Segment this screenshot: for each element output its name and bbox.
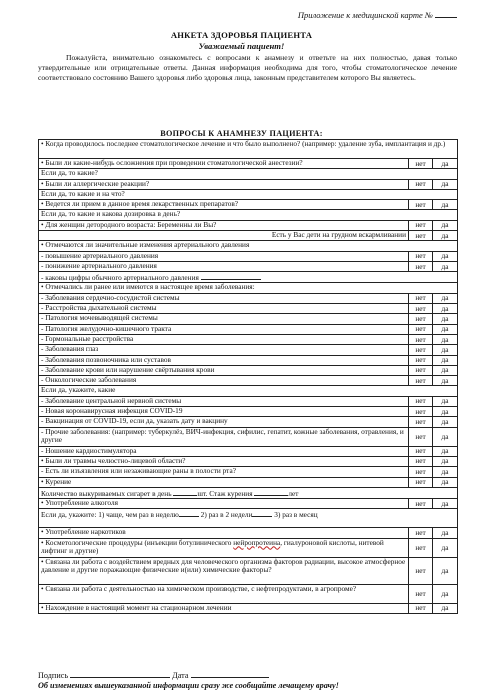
table-row [39,417,458,427]
answer-yes[interactable]: да [433,467,458,477]
document-title: АНКЕТА ЗДОРОВЬЯ ПАЦИЕНТА [170,30,313,40]
question-text: - каковы цифры обычного артериального давления [39,272,458,283]
table-row [39,200,458,210]
question-text: • Когда проводилось последнее стоматологическое лечение и что было выполнено? (например: удаление зуба, имплантация и др.) [39,140,458,159]
answer-yes[interactable]: да [433,314,458,324]
question-text: Если да, то какие и какова дозировка в день? [39,210,458,220]
question-text: Количество выкуриваемых сигарет в день шт. Стаж курения лет [39,487,458,498]
question-text: • Употребление алкоголя [39,499,409,509]
section-title: ВОПРОСЫ К АНАМНЕЗУ ПАЦИЕНТА: [160,129,323,138]
footer-notice: Об изменениях вышеуказанной информации сразу же сообщайте лечащему врачу! [38,681,339,690]
question-text: - Расстройства дыхательной системы [39,304,409,314]
question-text: - Новая коронавирусная инфекция COVID-19 [39,407,409,417]
answer-yes[interactable]: да [433,355,458,365]
question-text: Если да, то какие? [39,169,458,179]
question-text: • Отмечаются ли значительные изменения артериального давления [39,241,458,251]
answer-yes[interactable]: да [433,427,458,446]
question-text: - Заболевания глаз [39,345,409,355]
question-text: - Есть ли изъязвления или незаживающие раны в полости рта? [39,467,409,477]
answer-yes[interactable]: да [433,603,458,613]
answer-yes[interactable]: да [433,407,458,417]
answer-yes[interactable]: да [433,528,458,538]
table-row [39,538,458,557]
question-text: - Заболевания позвоночника или суставов [39,355,409,365]
table-row [39,304,458,314]
answer-no[interactable]: нет [409,345,433,355]
appendix-note: Приложение к медицинской карте № [298,10,457,20]
table-row [39,467,458,477]
answer-no[interactable]: нет [409,538,433,557]
answer-yes[interactable]: да [433,220,458,230]
question-text: • Нахождение в настоящий момент на стационарном лечении [39,603,409,613]
question-text: • Были ли какие-нибудь осложнения при проведении стоматологической анестезии? [39,159,409,169]
answer-yes[interactable]: да [433,324,458,334]
question-text: • Были ли травмы челюстно-лицевой области? [39,456,409,466]
table-row [39,272,458,283]
table-row [39,231,458,241]
question-text: • Косметологические процедуры (инъекции ботулинического нейропротеина, гиалуроновой кислоты, нитевой лифтинг и другие) [39,538,409,557]
answer-yes[interactable]: да [433,417,458,427]
question-text: • Курение [39,477,409,487]
table-row [39,334,458,344]
table-row [39,557,458,584]
answer-no[interactable]: нет [409,528,433,538]
table-row [39,603,458,613]
answer-yes[interactable]: да [433,159,458,169]
question-text: - Прочие заболевания: (например: туберкулёз, ВИЧ-инфекция, сифилис, гепатит, кожные заболевания, отравления, и другие [39,427,409,446]
table-row [39,509,458,528]
answer-no[interactable]: нет [409,179,433,189]
table-row [39,528,458,538]
answer-no[interactable]: нет [409,427,433,446]
table-row [39,283,458,293]
question-text: - Патология мочевыводящей системы [39,314,409,324]
answer-no[interactable]: нет [409,304,433,314]
table-row [39,324,458,334]
answer-no[interactable]: нет [409,467,433,477]
answer-no[interactable]: нет [409,355,433,365]
question-text: - Заболевание центральной нервной системы [39,396,409,406]
question-text: • Для женщин детородного возраста: Беременны ли Вы? [39,220,409,230]
answer-yes[interactable]: да [433,200,458,210]
table-row [39,241,458,251]
table-row [39,407,458,417]
answer-no[interactable]: нет [409,293,433,303]
table-row [39,584,458,603]
question-text: - Ношение кардиостимулятора [39,446,409,456]
question-text: • Отмечались ли ранее или имеются в настоящее время заболевания: [39,283,458,293]
answer-yes[interactable]: да [433,261,458,271]
table-row [39,456,458,466]
answer-no[interactable]: нет [409,499,433,509]
question-text: Есть у Вас дети на грудном вскармливании [39,231,409,241]
answer-no[interactable]: нет [409,417,433,427]
intro-paragraph: Пожалуйста, внимательно ознакомьтесь с вопросами к анамнезу и ответьте на них полностью, давая только утвердительные или отрицательные ответы. Данная информация необходима для того, чтобы стоматологическое лечение соответствовало состоянию Вашего здоровья либо здоровья лица, законным представителем которого Вы являетесь. [38,53,457,82]
question-text: - Патология желудочно-кишечного тракта [39,324,409,334]
answer-no[interactable]: нет [409,200,433,210]
question-text: - Вакцинация от COVID-19, если да, указать дату и вакцину [39,417,409,427]
answer-yes[interactable]: да [433,557,458,584]
question-text: • Связана ли работа с воздействием вредных для человеческого организма факторов радиации, высокое атмосферное давление и другие поражающие физические и(или) химические факторы? [39,557,409,584]
answer-yes[interactable]: да [433,334,458,344]
question-text: - понижение артериального давления [39,261,409,271]
answer-yes[interactable]: да [433,499,458,509]
answer-no[interactable]: нет [409,251,433,261]
answer-yes[interactable]: да [433,477,458,487]
question-text: • Употребление наркотиков [39,528,409,538]
signature-field[interactable] [70,670,170,678]
answer-no[interactable]: нет [409,557,433,584]
table-row [39,386,458,396]
answer-yes[interactable]: да [433,365,458,375]
table-row [39,293,458,303]
question-text: Если да, укажите: 1) чаще, чем раз в неделю 2) раз в 2 недели 3) раз в месяц [39,509,458,528]
question-text: Если да, то какие и на что? [39,189,458,199]
answer-no[interactable]: нет [409,396,433,406]
answer-no[interactable]: нет [409,220,433,230]
table-row [39,169,458,179]
table-row [39,159,458,169]
question-text: - Заболевание крови или нарушение свёртывания крови [39,365,409,375]
table-row [39,179,458,189]
question-text: Если да, укажите, какие [39,386,458,396]
table-row [39,396,458,406]
question-text: - Гормональные расстройства [39,334,409,344]
answer-yes[interactable]: да [433,396,458,406]
table-row [39,499,458,509]
table-row [39,376,458,386]
answer-no[interactable]: нет [409,261,433,271]
answer-no[interactable]: нет [409,584,433,603]
question-text: - Заболевания сердечно-сосудистой системы [39,293,409,303]
answer-no[interactable]: нет [409,314,433,324]
table-row [39,220,458,230]
table-row [39,365,458,375]
answer-yes[interactable]: да [433,304,458,314]
table-row [39,355,458,365]
answer-no[interactable]: нет [409,456,433,466]
answer-no[interactable]: нет [409,159,433,169]
table-row [39,189,458,199]
answer-no[interactable]: нет [409,477,433,487]
answer-yes[interactable]: да [433,231,458,241]
answer-no[interactable]: нет [409,334,433,344]
question-text: • Связана ли работа с деятельностью на химическом производстве, с нефтепродуктами, в агропроме? [39,584,409,603]
answer-yes[interactable]: да [433,584,458,603]
answer-no[interactable]: нет [409,407,433,417]
table-row [39,140,458,159]
answer-yes[interactable]: да [433,376,458,386]
answer-yes[interactable]: да [433,446,458,456]
table-row [39,345,458,355]
table-row [39,446,458,456]
table-row [39,314,458,324]
answer-yes[interactable]: да [433,345,458,355]
answer-no[interactable]: нет [409,603,433,613]
answer-yes[interactable]: да [433,179,458,189]
answer-yes[interactable]: да [433,538,458,557]
table-row [39,487,458,498]
questions-table [38,139,458,614]
question-text: • Были ли аллергические реакции? [39,179,409,189]
answer-yes[interactable]: да [433,456,458,466]
answer-no[interactable]: нет [409,365,433,375]
question-text: - повышение артериального давления [39,251,409,261]
answer-yes[interactable]: да [433,251,458,261]
question-text: - Онкологические заболевания [39,376,409,386]
answer-no[interactable]: нет [409,376,433,386]
answer-yes[interactable]: да [433,293,458,303]
answer-no[interactable]: нет [409,231,433,241]
answer-no[interactable]: нет [409,324,433,334]
table-row [39,427,458,446]
table-row [39,261,458,271]
table-row [39,477,458,487]
greeting: Уважаемый пациент! [198,41,285,51]
table-row [39,210,458,220]
answer-no[interactable]: нет [409,446,433,456]
table-row [39,251,458,261]
signature-line: Подпись Дата [38,670,269,680]
date-field[interactable] [191,670,269,678]
question-text: • Ведется ли прием в данное время лекарственных препаратов? [39,200,409,210]
